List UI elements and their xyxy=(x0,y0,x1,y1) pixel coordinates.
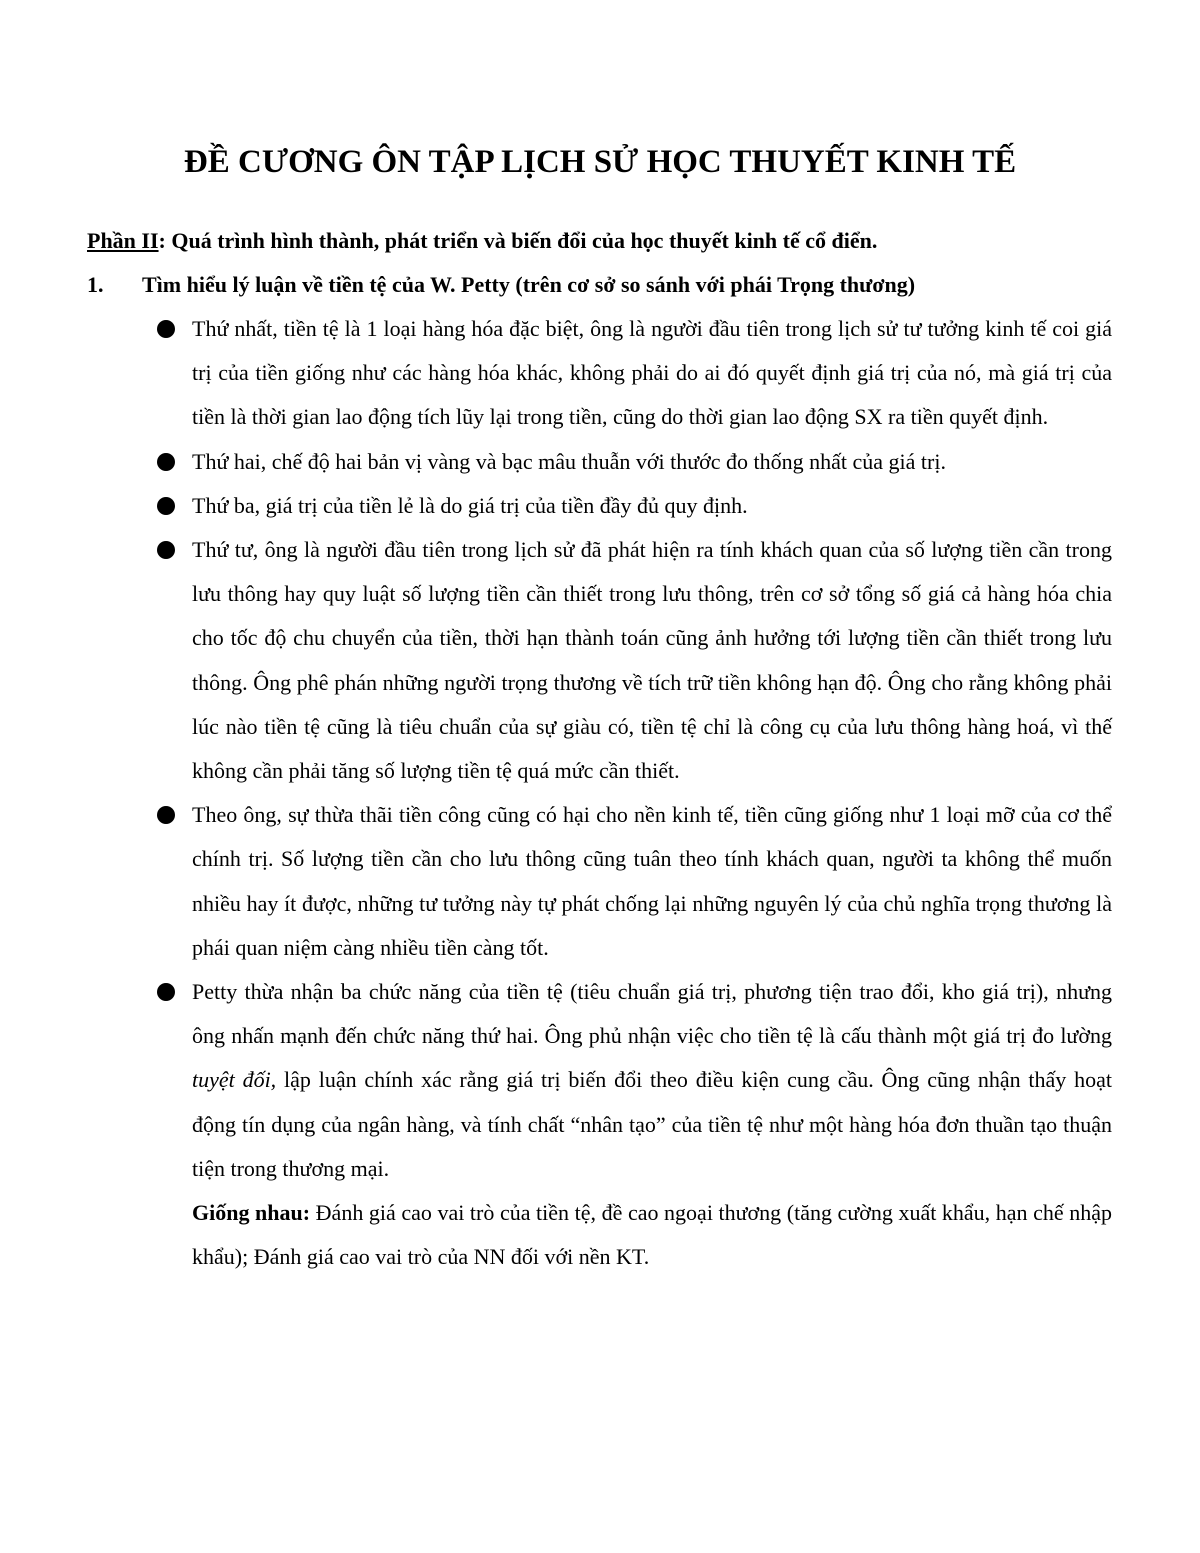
document-title: ĐỀ CƯƠNG ÔN TẬP LỊCH SỬ HỌC THUYẾT KINH TẾ xyxy=(183,144,1017,180)
list-item xyxy=(0,307,1112,440)
list-item xyxy=(0,793,1112,970)
similarities-paragraph xyxy=(0,1191,1112,1279)
bullet-dot-icon xyxy=(157,497,175,515)
list-item xyxy=(0,440,1112,484)
bullet-dot-icon xyxy=(157,983,175,1001)
bullet-text: Thứ tư, ông là người đầu tiên trong lịch sử đã phát hiện ra tính khách quan của số lượng tiền cần trong lưu thông hay quy luật số lượng tiền cần thiết trong lưu thông, trên cơ sở tổng số giá cả hàng hóa chia cho tốc độ chu chuyển của tiền, thời hạn thành toán cũng ảnh hưởng tới lượng tiền cần thiết trong lưu thông. Ông phê phán những người trọng thương về tích trữ tiền không hạn độ. Ông cho rằng không phải lúc nào tiền tệ cũng là tiêu chuẩn của sự giàu có, tiền tệ chỉ là công cụ của lưu thông hàng hoá, vì thế không cần phải tăng số lượng tiền tệ quá mức cần thiết. xyxy=(192,537,1112,784)
bullet-text-before-italic: Petty thừa nhận ba chức năng của tiền tệ (tiêu chuẩn giá trị, phương tiện trao đổi, kho giá trị), nhưng ông nhấn mạnh đến chức năng thứ hai. Ông phủ nhận việc cho tiền tệ là cấu thành một giá trị đo lường xyxy=(192,979,1112,1049)
similarities-label: Giống nhau: xyxy=(192,1200,311,1226)
bullet-text: Thứ hai, chế độ hai bản vị vàng và bạc mâu thuẫn với thước đo thống nhất của giá trị. xyxy=(192,448,946,474)
bullet-dot-icon xyxy=(157,320,175,338)
section-title: Tìm hiểu lý luận về tiền tệ của W. Petty (trên cơ sở so sánh với phái Trọng thương) xyxy=(142,272,916,297)
bullet-list xyxy=(0,307,1200,1279)
bullet-text: Thứ nhất, tiền tệ là 1 loại hàng hóa đặc biệt, ông là người đầu tiên trong lịch sử tư tưởng kinh tế coi giá trị của tiền giống như các hàng hóa khác, không phải do ai đó quyết định giá trị của nó, mà giá trị của tiền là thời gian lao động tích lũy lại trong tiền, cũng do thời gian lao động SX ra tiền quyết định. xyxy=(192,316,1112,430)
bullet-text: Thứ ba, giá trị của tiền lẻ là do giá trị của tiền đầy đủ quy định. xyxy=(192,492,748,518)
section-heading xyxy=(87,267,1127,303)
bullet-text-after-italic: lập luận chính xác rằng giá trị biến đổi theo điều kiện cung cầu. Ông cũng nhận thấy hoạt động tín dụng của ngân hàng, và tính chất “nhân tạo” của tiền tệ như một hàng hóa đơn thuần tạo thuận tiện trong thương mại. xyxy=(192,1067,1112,1181)
list-item xyxy=(0,484,1112,528)
list-item xyxy=(0,528,1112,793)
bullet-text: Theo ông, sự thừa thãi tiền công cũng có hại cho nền kinh tế, tiền cũng giống như 1 loại mỡ của cơ thể chính trị. Số lượng tiền cần cho lưu thông cũng tuân theo tính khách quan, người ta không thể muốn nhiều hay ít được, những tư tưởng này tự phát chống lại những nguyên lý của chủ nghĩa trọng thương là phái quan niệm càng nhiều tiền càng tốt. xyxy=(192,802,1112,960)
part-title: : Quá trình hình thành, phát triển và biến đổi của học thuyết kinh tế cổ điển. xyxy=(158,228,878,253)
section-number: 1. xyxy=(87,272,104,297)
part-label: Phần II xyxy=(87,228,159,253)
bullet-dot-icon xyxy=(157,806,175,824)
bullet-dot-icon xyxy=(157,453,175,471)
part-heading xyxy=(87,223,1127,259)
similarities-text: Đánh giá cao vai trò của tiền tệ, đề cao ngoại thương (tăng cường xuất khẩu, hạn chế nhập khẩu); Đánh giá cao vai trò của NN đối với nền KT. xyxy=(192,1200,1112,1270)
bullet-text-italic: tuyệt đối, xyxy=(192,1067,277,1093)
bullet-dot-icon xyxy=(157,541,175,559)
list-item xyxy=(0,970,1112,1191)
